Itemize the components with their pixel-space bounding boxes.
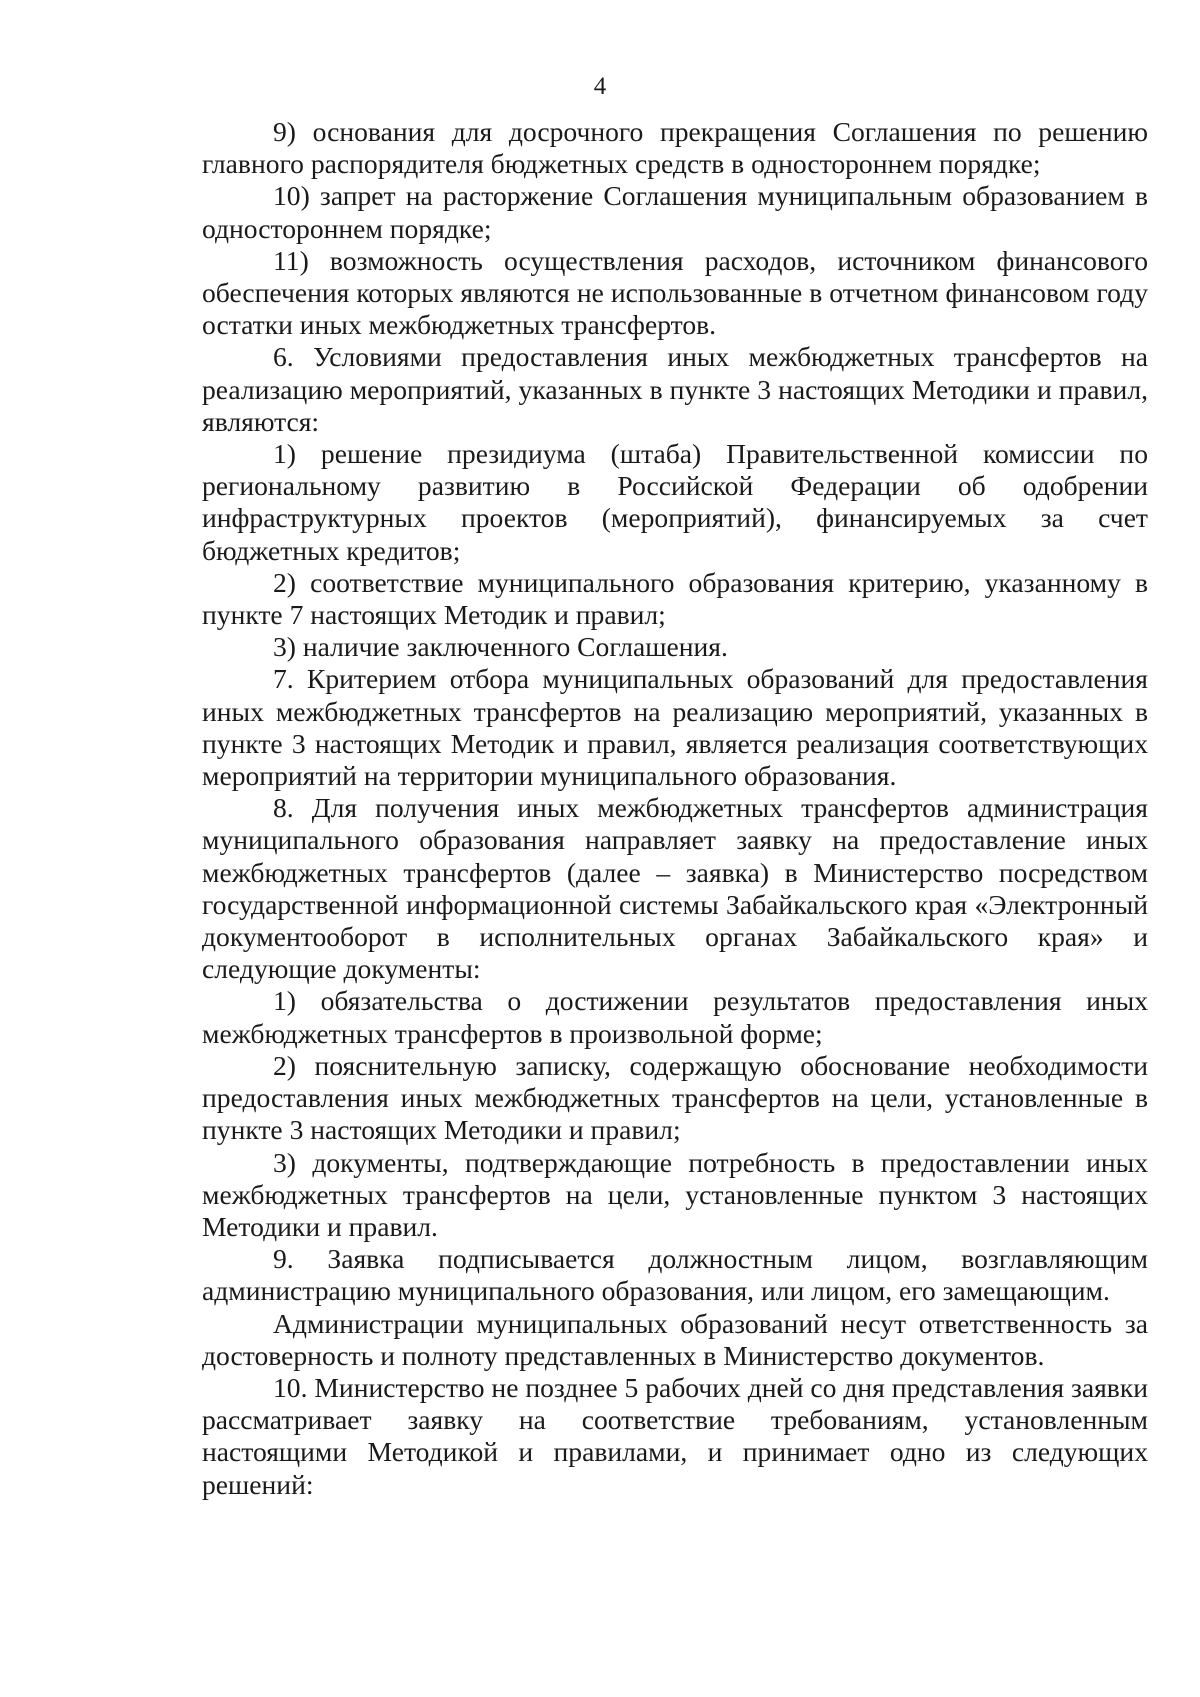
paragraph-5-10-no-termination: 10) запрет на расторжение Соглашения муниципальным образованием в одностороннем порядке; [202,180,1148,244]
paragraph-5-9-early-termination: 9) основания для досрочного прекращения Соглашения по решению главного распорядителя бюджетных средств в одностороннем порядке; [202,116,1148,180]
paragraph-9-signature: 9. Заявка подписывается должностным лицом, возглавляющим администрацию муниципального образования, или лицом, его замещающим. [202,1243,1148,1307]
paragraph-8-1-obligations: 1) обязательства о достижении результатов предоставления иных межбюджетных трансфертов в произвольной форме; [202,985,1148,1049]
paragraph-6-2-criterion-compliance: 2) соответствие муниципального образования критерию, указанному в пункте 7 настоящих Методик и правил; [202,566,1148,631]
paragraph-5-11-remaining-balances: 11) возможность осуществления расходов, источником финансового обеспечения которых являются не использованные в отчетном финансовом году остатки иных межбюджетных трансфертов. [202,244,1148,341]
paragraph-8-3-supporting-documents: 3) документы, подтверждающие потребность в предоставлении иных межбюджетных трансфертов на цели, установленные пунктом 3 настоящих Методики и правил. [202,1146,1148,1242]
paragraph-10-review: 10. Министерство не позднее 5 рабочих дней со дня представления заявки рассматривает заявку на соответствие требованиям, установленным настоящими Методикой и правилами, и принимает одно из следующих решений: [202,1371,1148,1500]
paragraph-6-3-agreement: 3) наличие заключенного Соглашения. [273,631,728,663]
paragraph-7-selection-criterion: 7. Критерием отбора муниципальных образований для предоставления иных межбюджетных трансфертов на реализацию мероприятий, указанных в пункте 3 настоящих Методик и правил, является реализация соответствующих мероприятий на территории муниципального образования. [202,663,1148,792]
paragraph-6-conditions: 6. Условиями предоставления иных межбюджетных трансфертов на реализацию мероприятий, указанных в пункте 3 настоящих Методики и правил, являются: [202,341,1148,437]
document-body [202,116,1148,1501]
page-number: 4 [593,73,607,100]
paragraph-9-responsibility: Администрации муниципальных образований несут ответственность за достоверность и полноту представленных в Министерство документов. [202,1307,1148,1371]
paragraph-8-2-explanatory-note: 2) пояснительную записку, содержащую обоснование необходимости предоставления иных межбюджетных трансфертов на цели, установленные в пункте 3 настоящих Методики и правил; [202,1049,1148,1146]
paragraph-6-1-presidium-decision: 1) решение президиума (штаба) Правительственной комиссии по региональному развитию в Российской Федерации об одобрении инфраструктурных проектов (мероприятий), финансируемых за счет бюджетных кредитов; [202,438,1148,566]
paragraph-8-application: 8. Для получения иных межбюджетных трансфертов администрация муниципального образования направляет заявку на предоставление иных межбюджетных трансфертов (далее – заявка) в Министерство посредством государственной информационной системы Забайкальского края «Электронный документооборот в исполнительных органах Забайкальского края» и следующие документы: [202,792,1148,985]
